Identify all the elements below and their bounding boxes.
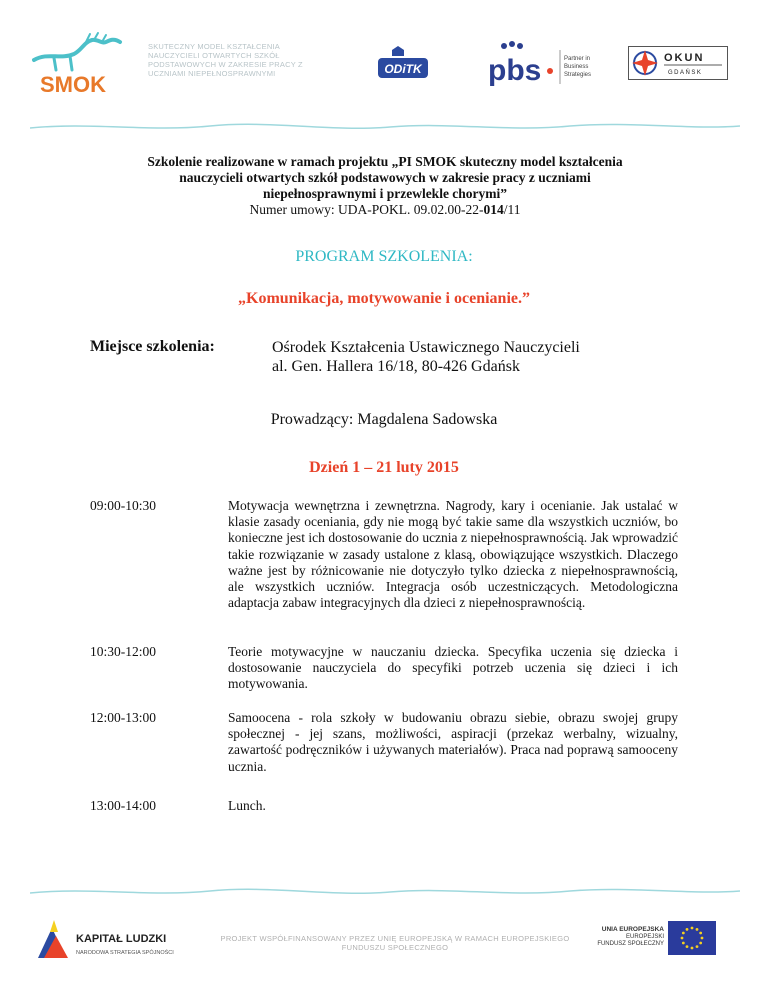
eu-star	[681, 937, 684, 940]
pbs-tagline-3: Strategies	[564, 72, 592, 78]
schedule-time-4: 13:00-14:00	[90, 798, 156, 813]
schedule-text-2: Teorie motywacyjne w nauczaniu dziecka. Specyfika uczenia się dziecka i dostosowanie nauczyciela do specyfiki potrzeb uczenia się dzieci i ich motywowania.	[228, 644, 678, 692]
schedule-text-1: Motywacja wewnętrzna i zewnętrzna. Nagrody, kary i ocenianie. Jak ustalać w klasie zasady oceniania, gdy nie mogą być takie same dla wszystkich uczniów, bo konieczne jest ich dostosowanie do ucznia z niepełnosprawnością. Jak wprowadzić takie rozwiązanie w zasady ustalone z klasą, obowiązujące wszystkich. Dlaczego ważne jest by różnicowanie nie dotyczyło tylko dziecka z niepełnosprawnością, ale wszystkich uczniów. Integracja osób uczestniczących. Metodologiczna adaptacja zabaw integracyjnych dla dzieci z niepełnosprawnością.	[228, 498, 678, 611]
intro-line-1: Szkolenie realizowane w ramach projektu „PI SMOK skuteczny model kształcenia	[147, 154, 623, 169]
oditk-logo-text: ODiTK	[384, 62, 422, 76]
trainer: Prowadzący: Magdalena Sadowska	[270, 411, 498, 428]
cofinance-text: PROJEKT WSPÓŁFINANSOWANY PRZEZ UNIĘ EUROPEJSKĄ W RAMACH EUROPEJSKIEGO FUNDUSZU SPOŁECZNEGO	[220, 934, 570, 952]
schedule-text-3: Samoocena - rola szkoły w budowaniu obrazu siebie, obrazu swojej grupy społecznej - jej szans, możliwości, aspiracji (przekaz werbalny, wizualny, zawartość podręczników i używanych materiałów). Praca nad poprawą samooceny ucznia.	[228, 710, 678, 774]
pbs-tagline-2: Business	[564, 64, 589, 70]
eu-star	[701, 937, 704, 940]
eu-star	[699, 942, 702, 945]
contract-bold: 014	[483, 202, 504, 217]
kl-title: KAPITAŁ LUDZKI	[76, 933, 167, 945]
venue-address	[272, 338, 580, 376]
eu-star	[686, 945, 689, 948]
schedule-time-2: 10:30-12:00	[90, 644, 156, 659]
intro-line-2: nauczycieli otwartych szkół podstawowych w zakresie pracy z uczniami	[179, 170, 591, 185]
contract-number	[90, 202, 680, 218]
day-heading: Dzień 1 – 21 luty 2015	[309, 459, 459, 476]
smok-description: SKUTECZNY MODEL KSZTAŁCENIA NAUCZYCIELI OTWARTYCH SZKÓŁ PODSTAWOWYCH W ZAKRESIE PRACY Z UCZNIAMI NIEPEŁNOSPRAWNYMI	[148, 42, 303, 78]
venue-line-1: Ośrodek Kształcenia Ustawicznego Nauczycieli	[272, 339, 580, 356]
pbs-logo-text: pbs	[488, 54, 542, 87]
training-topic: „Komunikacja, motywowanie i ocenianie.”	[238, 290, 530, 307]
eu-star	[686, 928, 689, 931]
schedule-text-4: Lunch.	[228, 798, 266, 813]
eu-star	[682, 932, 685, 935]
venue-line-2: al. Gen. Hallera 16/18, 80-426 Gdańsk	[272, 358, 520, 375]
eu-flag-icon	[668, 921, 716, 955]
header-divider-wave	[30, 120, 740, 134]
project-intro	[90, 154, 680, 218]
eu-star	[682, 942, 685, 945]
contract-prefix: Numer umowy: UDA-POKL. 09.02.00-22-	[249, 202, 484, 217]
venue-label: Miejsce szkolenia:	[90, 338, 215, 355]
eu-star	[691, 927, 694, 930]
smok-logo-text: SMOK	[40, 72, 106, 97]
header	[0, 0, 768, 130]
contract-suffix: /11	[503, 202, 521, 217]
eu-title: UNIA EUROPEJSKA	[601, 926, 664, 933]
eu-star	[691, 947, 694, 950]
footer-divider-wave	[30, 885, 740, 899]
smok-logo	[30, 30, 140, 102]
schedule-time-1: 09:00-10:30	[90, 498, 156, 513]
eu-line-3: FUNDUSZ SPOŁECZNY	[597, 941, 664, 947]
pbs-tagline-1: Partner in	[564, 56, 591, 62]
okun-logo	[628, 46, 728, 80]
eu-star	[699, 932, 702, 935]
okun-logo-text: OKUN	[664, 52, 705, 64]
eu-text	[574, 926, 664, 949]
oditk-logo	[378, 46, 428, 80]
eu-line-2: EUROPEJSKI	[625, 933, 664, 940]
pbs-logo	[486, 40, 596, 88]
okun-sub-text: GDAŃSK	[668, 70, 703, 76]
schedule-time-3: 12:00-13:00	[90, 710, 156, 725]
eu-star	[696, 945, 699, 948]
eu-star	[696, 928, 699, 931]
kl-subtitle: NARODOWA STRATEGIA SPÓJNOŚCI	[76, 950, 174, 956]
intro-line-3: niepełnosprawnymi i przewlekle chorymi”	[262, 186, 508, 201]
program-title: PROGRAM SZKOLENIA:	[295, 248, 473, 265]
kapital-ludzki-logo	[36, 912, 186, 970]
